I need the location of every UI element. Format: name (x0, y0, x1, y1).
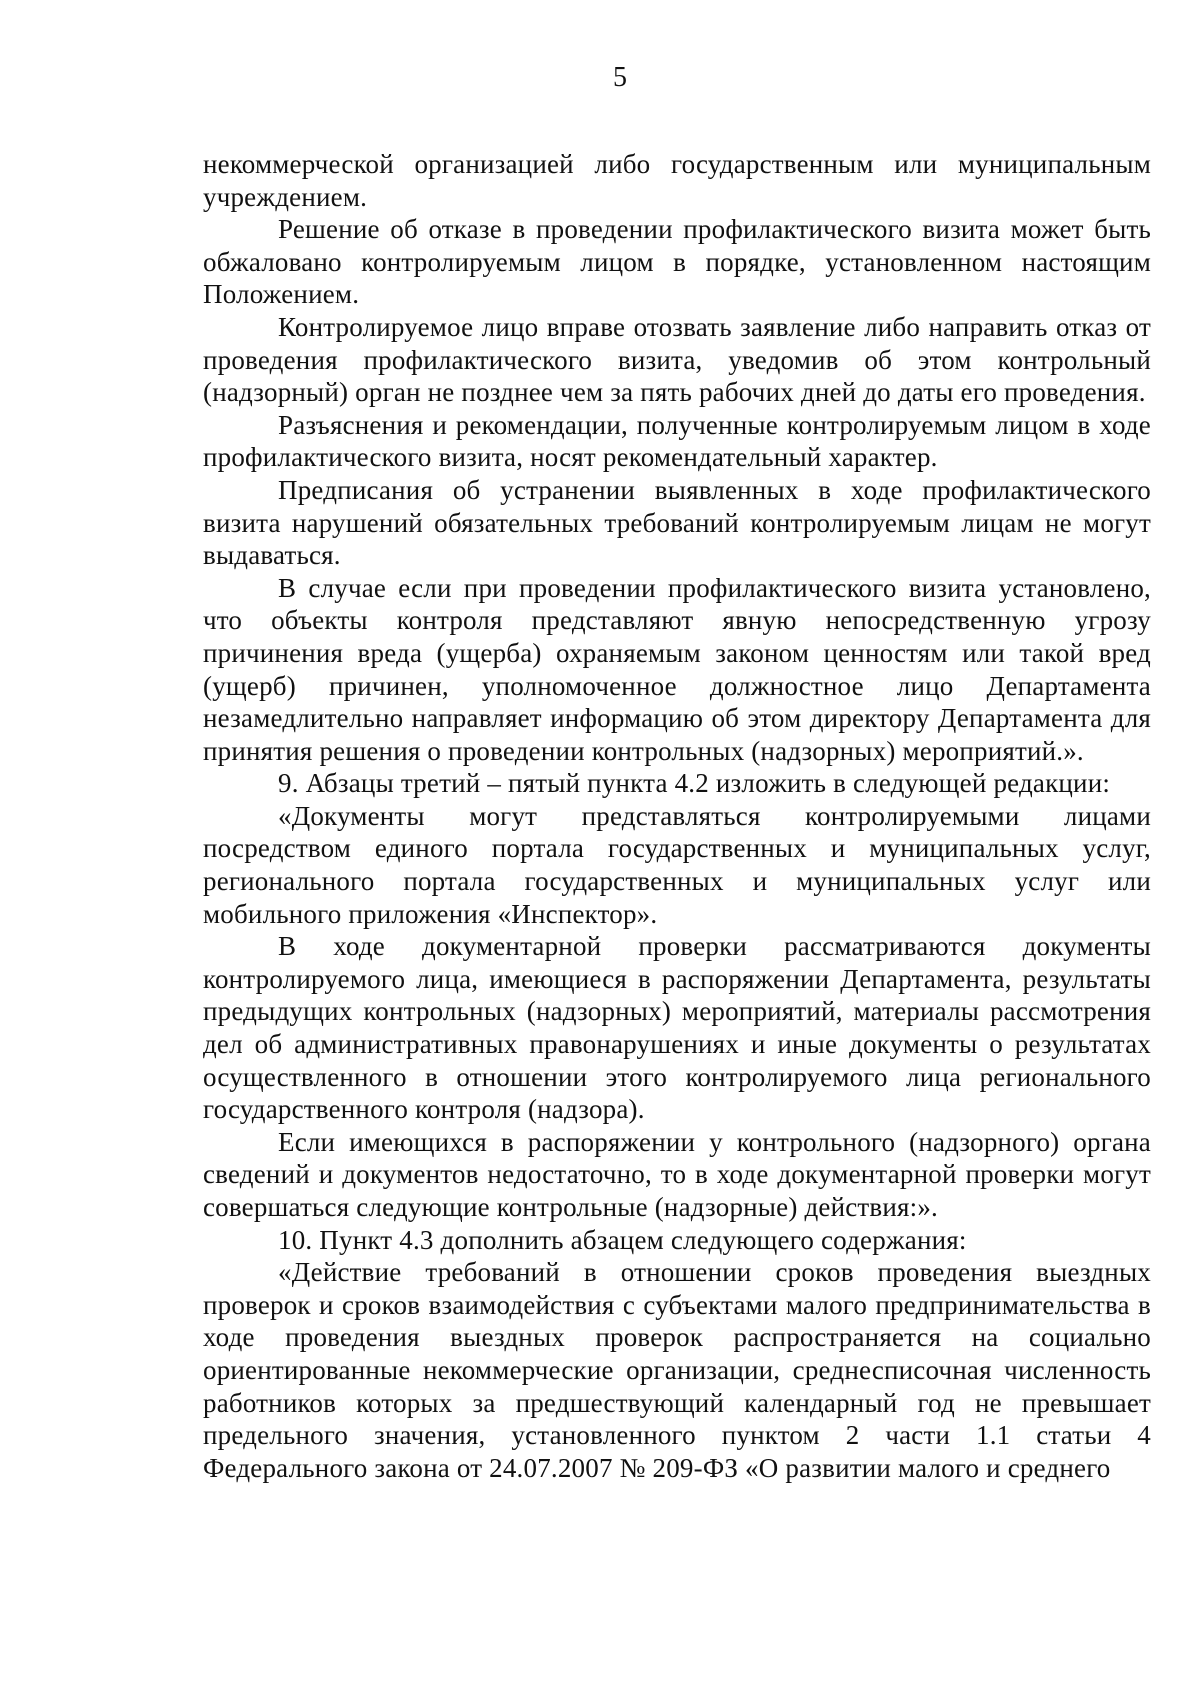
paragraph-item-9: 9. Абзацы третий – пятый пункта 4.2 изложить в следующей редакции: (278, 768, 1111, 799)
paragraph-item-10: 10. Пункт 4.3 дополнить абзацем следующего содержания: (278, 1224, 967, 1255)
document-body (203, 148, 1151, 1484)
paragraph-insufficient-info: Если имеющихся в распоряжении у контрольного (надзорного) органа сведений и документов недостаточно, то в ходе документарной проверки могут совершаться следующие контрольные (надзорные) действия:». (203, 1126, 1151, 1222)
paragraph-withdraw-application: Контролируемое лицо вправе отозвать заявление либо направить отказ от проведения профилактического визита, уведомив об этом контрольный (надзорный) орган не позднее чем за пять рабочих дней до даты его проведения. (203, 311, 1151, 408)
paragraph-recommendations: Разъяснения и рекомендации, полученные контролируемым лицом в ходе профилактического визита, носят рекомендательный характер. (203, 409, 1151, 473)
paragraph-prescriptions: Предписания об устранении выявленных в ходе профилактического визита нарушений обязательных требований контролируемым лицам не могут выдаваться. (203, 474, 1151, 571)
page-number: 5 (613, 62, 627, 93)
paragraph-appeal-refusal: Решение об отказе в проведении профилактического визита может быть обжаловано контролируемым лицом в порядке, установленном настоящим Положением. (203, 214, 1151, 310)
paragraph-requirements-action: «Действие требований в отношении сроков проведения выездных проверок и сроков взаимодействия с субъектами малого предпринимательства в ходе проведения выездных проверок распространяется на социально ориентированные некоммерческие организации, среднесписочная численность работников которых за предшествующий календарный год не превышает предельного значения, установленного пунктом 2 части 1.1 статьи 4 Федерального закона от 24.07.2007 № 209-ФЗ «О развитии малого и среднего (203, 1257, 1151, 1483)
paragraph-threat-case: В случае если при проведении профилактического визита установлено, что объекты контроля представляют явную непосредственную угрозу причинения вреда (ущерба) охраняемым законом ценностям или такой вред (ущерб) причинен, уполномоченное должностное лицо Департамента незамедлительно направляет информацию об этом директору Департамента для принятия решения о проведении контрольных (надзорных) мероприятий.». (203, 572, 1151, 766)
paragraph-continuation: некоммерческой организацией либо государственным или муниципальным учреждением. (203, 149, 1151, 212)
paragraph-documents-submission: «Документы могут представляться контролируемыми лицами посредством единого портала государственных и муниципальных услуг, регионального портала государственных и муниципальных услуг или мобильного приложения «Инспектор». (203, 800, 1151, 929)
paragraph-documentary-check: В ходе документарной проверки рассматриваются документы контролируемого лица, имеющиеся в распоряжении Департамента, результаты предыдущих контрольных (надзорных) мероприятий, материалы рассмотрения дел об административных правонарушениях и иные документы о результатах осуществленного в отношении этого контролируемого лица регионального государственного контроля (надзора). (203, 931, 1151, 1125)
